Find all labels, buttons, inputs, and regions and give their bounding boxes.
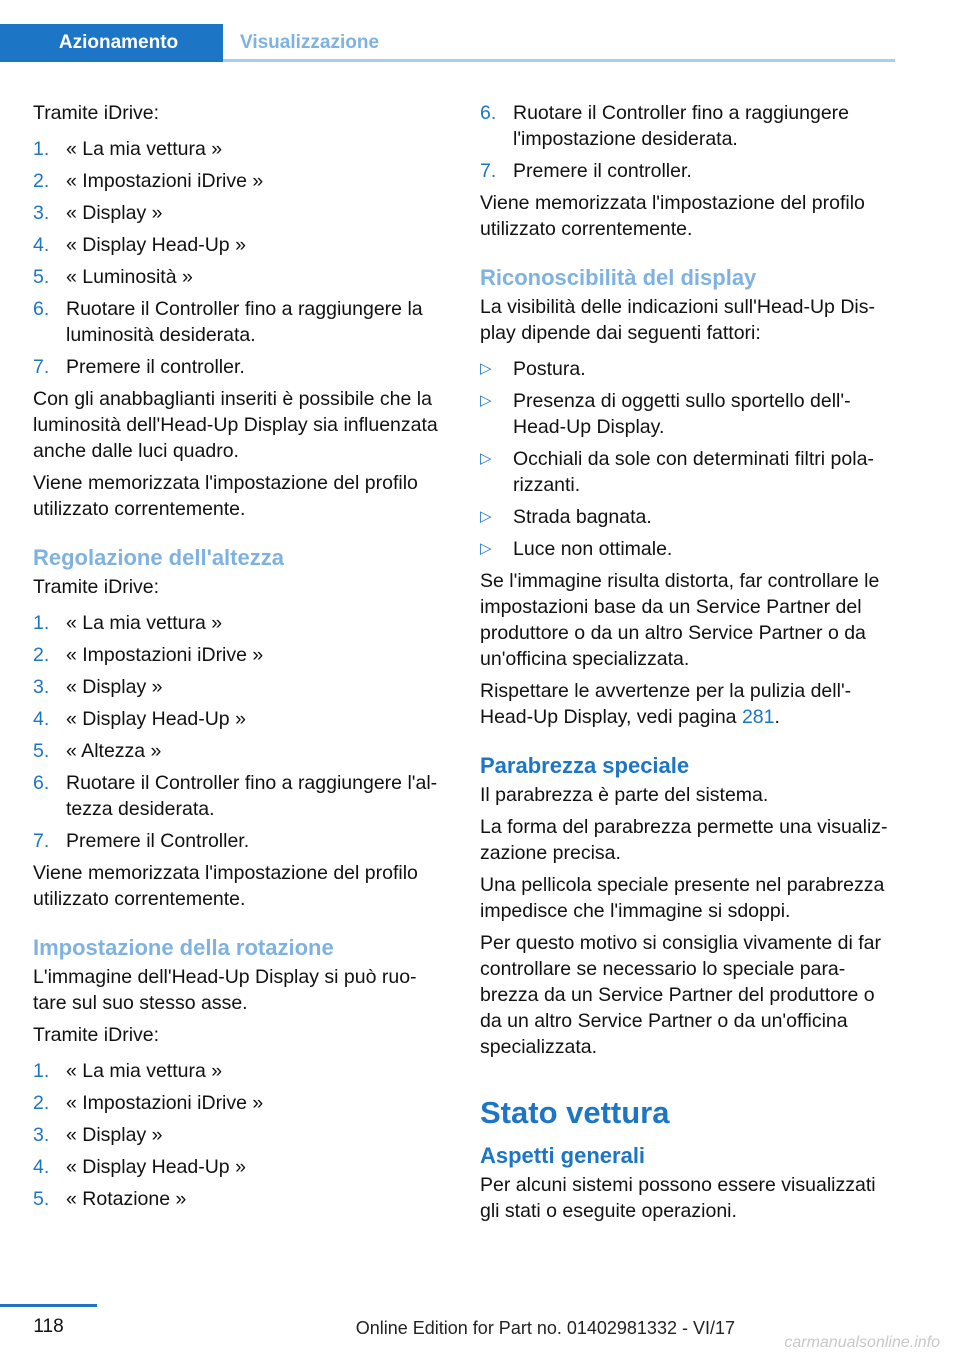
paragraph: Tramite iDrive:	[33, 102, 160, 124]
steps-list-luminosita	[33, 136, 448, 380]
bullet-text: Presenza di oggetti sullo sportello dell'-Head-Up Display.	[513, 390, 851, 438]
list-item	[33, 1122, 448, 1148]
step-text: Ruotare il Controller fino a raggiungere l'impostazione desiderata.	[513, 102, 850, 150]
paragraph: Tramite iDrive:	[33, 576, 160, 598]
step-text: « Display Head-Up »	[66, 708, 246, 730]
chapter-tabs	[0, 0, 895, 62]
clean-end: .	[774, 706, 780, 728]
list-item	[480, 504, 895, 530]
list-item	[480, 388, 895, 440]
list-item	[33, 354, 448, 380]
step-number: 6.	[480, 102, 497, 124]
list-item	[33, 610, 448, 636]
step-text: Ruotare il Controller fino a raggiungere la luminosità desiderata.	[66, 298, 423, 346]
step-text: « Rotazione »	[66, 1188, 187, 1210]
paragraph: La forma del parabrezza permette una visualiz-zazione precisa.	[480, 816, 888, 864]
step-number: 5.	[33, 266, 50, 288]
step-text: « Display Head-Up »	[66, 234, 246, 256]
steps-list-rotazione	[33, 1058, 448, 1212]
heading-parabrezza: Parabrezza speciale	[480, 753, 690, 778]
list-item	[33, 264, 448, 290]
list-item	[33, 200, 448, 226]
step-text: « La mia vettura »	[66, 1060, 223, 1082]
bullet-text: Strada bagnata.	[513, 506, 652, 528]
step-number: 6.	[33, 298, 50, 320]
step-number: 7.	[33, 356, 50, 378]
tab-azionamento[interactable]: Azionamento	[0, 24, 223, 62]
step-text: « Display »	[66, 1124, 163, 1146]
list-item	[33, 1186, 448, 1212]
paragraph: Il parabrezza è parte del sistema.	[480, 784, 769, 806]
list-item	[33, 828, 448, 854]
paragraph: La visibilità delle indicazioni sull'Head-Up Dis-play dipende dai seguenti fattori:	[480, 296, 875, 344]
edition-note: Online Edition for Part no. 01402981332 - VI/17	[355, 1318, 735, 1338]
list-item	[33, 674, 448, 700]
step-number: 7.	[33, 830, 50, 852]
list-item	[480, 100, 895, 152]
step-number: 5.	[33, 740, 50, 762]
list-item	[480, 446, 895, 498]
list-item	[33, 232, 448, 258]
step-number: 2.	[33, 1092, 50, 1114]
list-item	[33, 1090, 448, 1116]
bullet-text: Postura.	[513, 358, 586, 380]
step-text: « Display »	[66, 676, 163, 698]
list-item	[480, 536, 895, 562]
heading-regolazione-altezza: Regolazione dell'altezza	[33, 545, 284, 570]
step-number: 6.	[33, 772, 50, 794]
page-number: 118	[33, 1316, 64, 1337]
list-item	[33, 738, 448, 764]
steps-list-rotazione-cont	[480, 100, 895, 184]
triangle-bullet-icon: ▷	[480, 540, 492, 557]
paragraph: Con gli anabbaglianti inseriti è possibile che la luminosità dell'Head-Up Display sia influenzata anche dalle luci quadro.	[33, 388, 438, 462]
list-item	[480, 356, 895, 382]
step-number: 1.	[33, 138, 50, 160]
paragraph: Tramite iDrive:	[33, 1024, 160, 1046]
step-number: 2.	[33, 644, 50, 666]
heading-riconoscibilita: Riconoscibilità del display	[480, 265, 757, 290]
right-column	[480, 100, 895, 1230]
paragraph: L'immagine dell'Head-Up Display si può ruo-tare sul suo stesso asse.	[33, 966, 417, 1014]
list-item	[33, 770, 448, 822]
step-number: 2.	[33, 170, 50, 192]
factors-list	[480, 356, 895, 562]
step-text: « La mia vettura »	[66, 612, 223, 634]
heading-impostazione-rotazione: Impostazione della rotazione	[33, 935, 334, 960]
step-text: Premere il controller.	[66, 356, 245, 378]
paragraph: Viene memorizzata l'impostazione del profilo utilizzato correntemente.	[480, 192, 865, 240]
step-text: « Display Head-Up »	[66, 1156, 246, 1178]
list-item	[33, 1154, 448, 1180]
step-text: Premere il Controller.	[66, 830, 250, 852]
bullet-text: Occhiali da sole con determinati filtri pola-rizzanti.	[513, 448, 874, 496]
triangle-bullet-icon: ▷	[480, 508, 492, 525]
step-number: 3.	[33, 676, 50, 698]
footer-rule	[0, 1304, 97, 1307]
heading-stato-vettura: Stato vettura	[480, 1095, 670, 1130]
step-text: Premere il controller.	[513, 160, 692, 182]
step-number: 3.	[33, 1124, 50, 1146]
step-number: 3.	[33, 202, 50, 224]
step-text: « Impostazioni iDrive »	[66, 644, 264, 666]
paragraph: Una pellicola speciale presente nel parabrezza impedisce che l'immagine si sdoppi.	[480, 874, 885, 922]
list-item	[33, 136, 448, 162]
page-link-281[interactable]: 281	[741, 706, 775, 728]
list-item	[33, 296, 448, 348]
step-number: 4.	[33, 708, 50, 730]
left-column	[33, 100, 448, 1218]
paragraph: Per questo motivo si consiglia vivamente di far controllare se necessario lo speciale para-brezza da un Service Partner del produttore o da un altro Service Partner o da un'officina specializzata.	[480, 932, 882, 1058]
step-text: « Display »	[66, 202, 163, 224]
paragraph: Viene memorizzata l'impostazione del profilo utilizzato correntemente.	[33, 472, 418, 520]
step-text: « Impostazioni iDrive »	[66, 170, 264, 192]
bullet-text: Luce non ottimale.	[513, 538, 673, 560]
paragraph: Per alcuni sistemi possono essere visualizzati gli stati o eseguite operazioni.	[480, 1174, 876, 1222]
step-number: 1.	[33, 612, 50, 634]
list-item	[33, 642, 448, 668]
list-item	[33, 168, 448, 194]
step-text: Ruotare il Controller fino a raggiungere l'al-tezza desiderata.	[66, 772, 438, 820]
step-number: 5.	[33, 1188, 50, 1210]
list-item	[33, 706, 448, 732]
step-text: « La mia vettura »	[66, 138, 223, 160]
step-text: « Impostazioni iDrive »	[66, 1092, 264, 1114]
tab-divider	[223, 59, 895, 62]
triangle-bullet-icon: ▷	[480, 360, 492, 377]
step-text: « Luminosità »	[66, 266, 193, 288]
paragraph	[480, 678, 895, 730]
step-number: 4.	[33, 1156, 50, 1178]
watermark: carmanualsonline.info	[784, 1334, 940, 1351]
step-number: 1.	[33, 1060, 50, 1082]
heading-aspetti-generali: Aspetti generali	[480, 1143, 646, 1168]
triangle-bullet-icon: ▷	[480, 450, 492, 467]
paragraph: Viene memorizzata l'impostazione del profilo utilizzato correntemente.	[33, 862, 418, 910]
steps-list-altezza	[33, 610, 448, 854]
paragraph: Se l'immagine risulta distorta, far controllare le impostazioni base da un Service Partner del produttore o da un altro Service Partner o da un'officina specializzata.	[480, 570, 880, 670]
tab-visualizzazione[interactable]: Visualizzazione	[240, 32, 380, 53]
step-text: « Altezza »	[66, 740, 162, 762]
step-number: 7.	[480, 160, 497, 182]
clean-text: Rispettare le avvertenze per la pulizia dell'-Head-Up Display, vedi pagina	[480, 680, 852, 728]
list-item	[33, 1058, 448, 1084]
step-number: 4.	[33, 234, 50, 256]
list-item	[480, 158, 895, 184]
triangle-bullet-icon: ▷	[480, 392, 492, 409]
